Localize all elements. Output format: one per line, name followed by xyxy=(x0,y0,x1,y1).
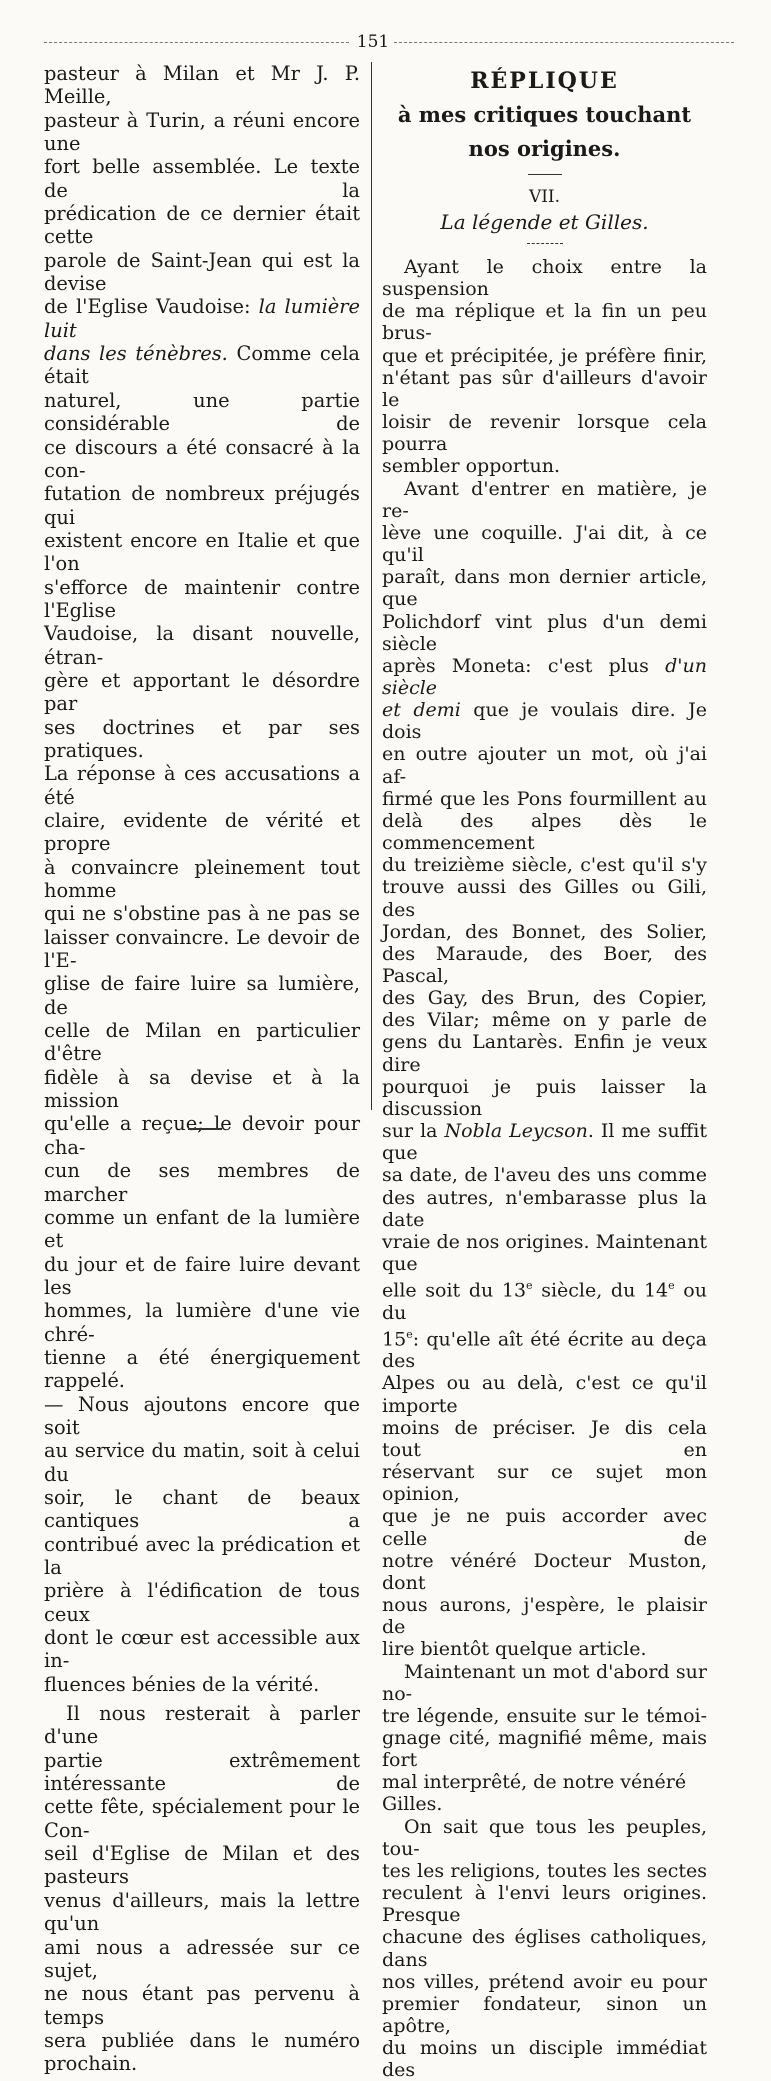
right-line: mal interprêté, de notre vénéré Gilles. xyxy=(382,1771,687,1816)
right-line: Ayant le choix entre la suspension xyxy=(382,256,707,301)
left-line: fort belle assemblée. Le texte de la xyxy=(44,155,360,202)
left-line: pasteur à Milan et Mr J. P. Meille, xyxy=(44,62,360,109)
left-line: cette fête, spécialement pour le Con- xyxy=(44,1795,360,1842)
right-line-sup: elle soit du 13e siècle, du 14e ou du xyxy=(382,1279,707,1324)
page-number: 151 xyxy=(356,32,390,52)
right-line: vraie de nos origines. Maintenant que xyxy=(382,1230,707,1276)
left-line: dont le cœur est accessible aux in- xyxy=(44,1626,360,1673)
right-line: delà des alpes dès le commencement xyxy=(382,809,707,855)
right-line: trouve aussi des Gilles ou Gili, des xyxy=(382,876,707,921)
left-line: cun de ses membres de marcher xyxy=(44,1159,360,1206)
right-line: notre vénéré Docteur Muston, dont xyxy=(382,1549,707,1594)
right-line: sa date, de l'aveu des uns comme xyxy=(382,1164,707,1187)
right-line: que je ne puis accorder avec celle de xyxy=(382,1505,707,1550)
article-end-rule xyxy=(188,1128,222,1130)
right-line-emph: sur la Nobla Leycson. Il me suffit que xyxy=(382,1120,708,1165)
right-line: pourquoi je puis laisser la discussion xyxy=(382,1075,707,1120)
left-line-emph: dans les ténèbres. Comme cela était xyxy=(44,342,360,389)
left-line: venus d'ailleurs, mais la lettre qu'un xyxy=(44,1888,360,1936)
right-line: Maintenant un mot d'abord sur no- xyxy=(382,1660,707,1705)
right-line: chacune des églises catholiques, dans xyxy=(382,1926,707,1971)
left-column xyxy=(44,62,360,2076)
left-line: seil d'Eglise de Milan et des pasteurs xyxy=(44,1842,360,1889)
left-line: partie extrêmement intéressante de xyxy=(44,1748,360,1796)
left-line: soir, le chant de beaux cantiques a xyxy=(44,1485,360,1533)
left-line: laisser convaincre. Le devoir de l'E- xyxy=(44,925,360,973)
right-line: tes les religions, toutes les sectes xyxy=(382,1859,707,1882)
left-line: Vaudoise, la disant nouvelle, étran- xyxy=(44,622,360,669)
right-line-emph: après Moneta: c'est plus d'un siècle xyxy=(382,654,707,699)
right-line-sup: 15e: qu'elle aît été écrite au deça des xyxy=(382,1327,707,1373)
article-title: RÉPLIQUE xyxy=(470,68,619,94)
left-line: claire, evidente de vérité et propre xyxy=(44,809,360,856)
right-line: gens du Lantarès. Enfin je veux dire xyxy=(382,1031,707,1076)
section-number: VII. xyxy=(528,187,561,207)
left-line: Il nous resterait à parler d'une xyxy=(44,1702,360,1749)
left-line: tienne a été énergiquement rappelé. xyxy=(44,1345,360,1393)
left-line: existent encore en Italie et que l'on xyxy=(44,528,360,576)
left-line: La réponse à ces accusations a été xyxy=(44,762,360,809)
left-line: prédication de ce dernier était cette xyxy=(44,202,360,249)
right-line: des Maraude, des Boer, des Pascal, xyxy=(382,942,707,987)
left-line: naturel, une partie considérable de xyxy=(44,388,360,436)
left-line: sera publiée dans le numéro prochain. xyxy=(44,2028,360,2076)
right-line: Avant d'entrer en matière, je re- xyxy=(382,477,707,522)
left-line: ne nous étant pas pervenu à temps xyxy=(44,1982,360,2029)
right-line: des autres, n'embarasse plus la date xyxy=(382,1186,707,1231)
title-rule xyxy=(528,174,562,175)
right-line: lève une coquille. J'ai dit, à ce qu'il xyxy=(382,521,707,567)
section-rule xyxy=(527,243,563,244)
right-line: Jordan, des Bonnet, des Solier, xyxy=(382,920,707,943)
right-line: lire bientôt quelque article. xyxy=(382,1638,647,1661)
right-line: nos villes, prétend avoir eu pour xyxy=(382,1970,707,1993)
right-line: gnage cité, magnifié même, mais fort xyxy=(382,1726,707,1772)
left-line: hommes, la lumière d'une vie chré- xyxy=(44,1299,360,1346)
left-line: ce discours a été consacré à la con- xyxy=(44,435,360,482)
right-line: paraît, dans mon dernier article, que xyxy=(382,566,707,611)
left-line: fidèle à sa devise et à la mission xyxy=(44,1065,360,1113)
article-subtitle: à mes critiques touchant nos origines. xyxy=(397,102,692,161)
right-line: que et précipitée, je préfère finir, xyxy=(382,344,707,367)
header-rule-right xyxy=(394,42,734,43)
right-line: moins de préciser. Je dis cela tout en xyxy=(382,1416,707,1461)
right-line: réservant sur ce sujet mon opinion, xyxy=(382,1461,707,1506)
left-line: pasteur à Turin, a réuni encore une xyxy=(44,108,360,156)
left-line: qu'elle a reçue; le devoir pour cha- xyxy=(44,1112,360,1159)
left-line: celle de Milan en particulier d'être xyxy=(44,1019,360,1066)
right-line: Polichdorf vint plus d'un demi siècle xyxy=(382,610,707,655)
left-line: contribué avec la prédication et la xyxy=(44,1532,360,1579)
left-line: glise de faire luire sa lumière, de xyxy=(44,972,360,1019)
left-line: parole de Saint-Jean qui est la devise xyxy=(44,248,360,296)
page-header xyxy=(44,30,734,54)
right-line: reculent à l'envi leurs origines. Presque xyxy=(382,1882,707,1927)
left-line: futation de nombreux préjugés qui xyxy=(44,482,360,529)
right-line: nous aurons, j'espère, le plaisir de xyxy=(382,1594,707,1639)
left-line: gère et apportant le désordre par xyxy=(44,668,360,716)
left-line: s'efforce de maintenir contre l'Eglise xyxy=(44,575,360,622)
left-line: ses doctrines et par ses pratiques. xyxy=(44,715,360,762)
left-line-emph: de l'Eglise Vaudoise: la lumière luit xyxy=(44,295,360,342)
right-line: On sait que tous les peuples, tou- xyxy=(382,1815,707,1860)
right-line: des Vilar; même on y parle de xyxy=(382,1009,707,1032)
right-line: de ma réplique et la fin un peu brus- xyxy=(382,300,707,345)
left-line: du jour et de faire luire devant les xyxy=(44,1252,360,1299)
left-line: fluences bénies de la vérité. xyxy=(44,1672,320,1696)
right-line: premier fondateur, sinon un apôtre, xyxy=(382,1992,707,2037)
right-line: en outre ajouter un mot, où j'ai af- xyxy=(382,743,707,788)
left-line: au service du matin, soit à celui du xyxy=(44,1439,360,1486)
left-line: à convaincre pleinement tout homme xyxy=(44,855,360,903)
left-line: ami nous a adressée sur ce sujet, xyxy=(44,1935,360,1982)
right-line-emph: et demi que je voulais dire. Je dois xyxy=(382,699,707,744)
right-line: du moins un disciple immédiat des xyxy=(382,2037,707,2081)
left-line: prière à l'édification de tous ceux xyxy=(44,1579,360,1626)
left-line: comme un enfant de la lumière et xyxy=(44,1205,360,1253)
column-divider xyxy=(371,62,372,1110)
section-title: La légende et Gilles. xyxy=(440,210,649,234)
right-line: des Gay, des Brun, des Copier, xyxy=(382,987,707,1010)
right-line: tre légende, ensuite sur le témoi- xyxy=(382,1704,707,1727)
right-line: du treizième siècle, c'est qu'il s'y xyxy=(382,854,707,877)
header-rule-left xyxy=(44,42,349,43)
right-line: sembler opportun. xyxy=(382,455,561,478)
right-line: loisir de revenir lorsque cela pourra xyxy=(382,411,707,456)
right-line: n'étant pas sûr d'ailleurs d'avoir le xyxy=(382,366,707,411)
left-line: — Nous ajoutons encore que soit xyxy=(44,1392,360,1439)
right-line: firmé que les Pons fourmillent au xyxy=(382,787,707,810)
left-line: qui ne s'obstine pas à ne pas se xyxy=(44,902,360,926)
right-column xyxy=(382,62,707,2081)
right-line: Alpes ou au delà, c'est ce qu'il importe xyxy=(382,1372,707,1417)
